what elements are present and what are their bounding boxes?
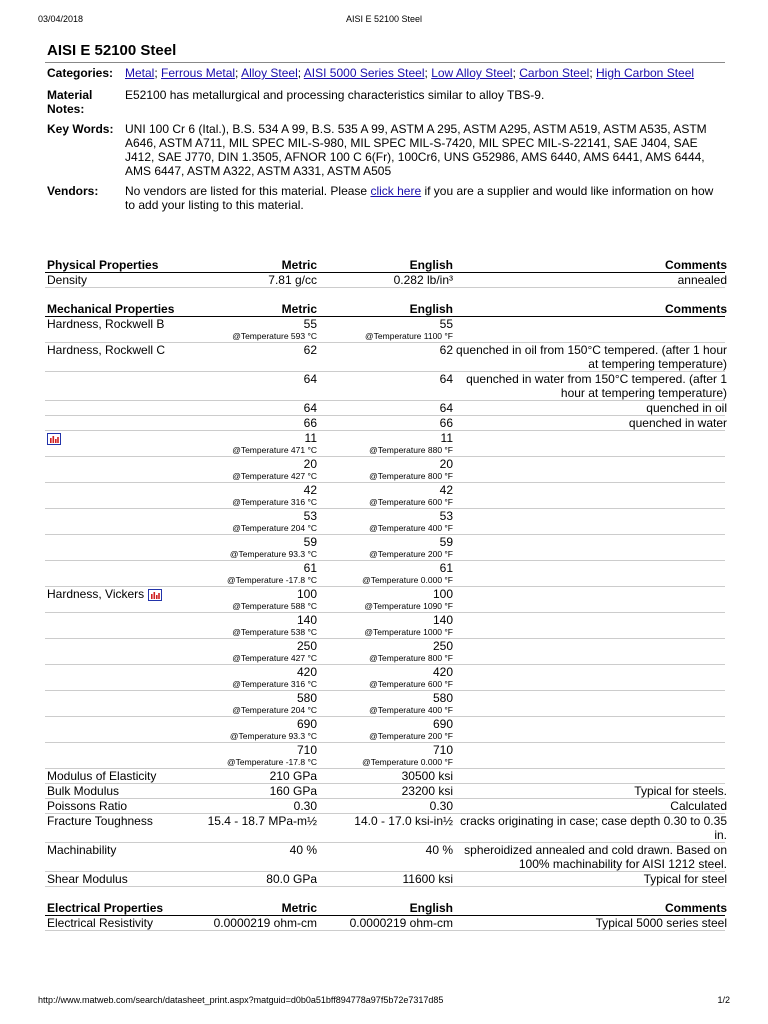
english-value: 62 (439, 343, 453, 357)
table-row (45, 784, 725, 799)
metric-value: 0.0000219 ohm-cm (213, 916, 317, 930)
comments-header: Comments (664, 258, 727, 272)
metric-cell (185, 717, 317, 742)
metric-cell (185, 639, 317, 664)
comment-cell (453, 509, 727, 534)
english-cell (317, 639, 453, 664)
comment-cell (453, 483, 727, 508)
metric-condition: @Temperature 538 °C (232, 627, 317, 637)
print-date: 03/04/2018 (38, 14, 84, 24)
english-value: 11600 ksi (402, 872, 453, 886)
notes-text: E52100 has metallurgical and processing characteristics similar to alloy TBS-9. (125, 88, 545, 102)
comment-cell: Calculated (670, 799, 727, 813)
metric-cell (185, 814, 317, 842)
comment-cell: spheroidized annealed and cold drawn. Based on 100% machinability for AISI 1212 steel. (464, 843, 727, 871)
footer-url: http://www.matweb.com/search/datasheet_print.aspx?matguid=d0b0a51bff894778a97f5b72e7317d85 (38, 995, 444, 1005)
material-info (47, 66, 727, 218)
metric-cell (185, 483, 317, 508)
english-cell (317, 535, 453, 560)
metric-value: 62 (303, 343, 317, 357)
metric-cell (185, 872, 317, 886)
comment-cell (453, 769, 727, 783)
comment-cell (453, 691, 727, 716)
property-name (45, 509, 185, 534)
metric-value: 160 GPa (269, 784, 317, 798)
categories-label: Categories: (47, 66, 114, 80)
property-name (45, 814, 185, 842)
table-row (45, 691, 725, 717)
metric-condition: @Temperature 316 °C (232, 679, 317, 689)
english-condition: @Temperature 600 °F (369, 679, 453, 689)
table-row (45, 483, 725, 509)
comment-cell (453, 639, 727, 664)
metric-value: 140 (296, 613, 317, 627)
english-value: 30500 ksi (401, 769, 453, 783)
metric-condition: @Temperature 471 °C (232, 445, 317, 455)
table-row (45, 743, 725, 769)
comment-cell (453, 535, 727, 560)
table-row (45, 561, 725, 587)
metric-value: 710 (296, 743, 317, 757)
table-row (45, 799, 725, 814)
english-condition: @Temperature 400 °F (369, 705, 453, 715)
property-name (45, 457, 185, 482)
english-value: 53 (439, 509, 453, 523)
comment-cell: quenched in water (628, 416, 727, 430)
english-cell (317, 431, 453, 456)
table-row (45, 457, 725, 483)
metric-value: 80.0 GPa (266, 872, 317, 886)
metric-value: 15.4 - 18.7 MPa-m½ (207, 814, 317, 828)
english-condition: @Temperature 1000 °F (364, 627, 453, 637)
metric-cell (185, 509, 317, 534)
metric-cell (185, 535, 317, 560)
table-row (45, 639, 725, 665)
vendors-label: Vendors: (47, 184, 99, 198)
comment-cell (453, 457, 727, 482)
property-label: Bulk Modulus (47, 784, 120, 798)
table-row (45, 872, 725, 887)
keywords-label: Key Words: (47, 122, 114, 136)
category-separator: ; (589, 66, 596, 80)
property-name (45, 691, 185, 716)
table-row (45, 273, 725, 288)
english-cell (317, 587, 453, 612)
english-header: English (409, 258, 453, 272)
table-row (45, 916, 725, 931)
comment-cell (453, 561, 727, 586)
property-label: Hardness, Rockwell C (47, 343, 166, 357)
english-value: 23200 ksi (401, 784, 453, 798)
english-condition: @Temperature 800 °F (369, 471, 453, 481)
metric-value: 59 (303, 535, 317, 549)
english-value: 710 (432, 743, 453, 757)
category-separator: ; (297, 66, 304, 80)
english-header: English (409, 302, 453, 316)
keywords-row (47, 122, 727, 178)
comment-cell (453, 717, 727, 742)
english-cell (317, 872, 453, 886)
table-row (45, 665, 725, 691)
property-label: Shear Modulus (47, 872, 128, 886)
property-name (45, 416, 185, 430)
metric-value: 64 (303, 401, 317, 415)
metric-condition: @Temperature 316 °C (232, 497, 317, 507)
english-header: English (409, 901, 453, 915)
table-row (45, 343, 725, 372)
property-name (45, 799, 185, 813)
english-cell (317, 814, 453, 842)
categories-list (125, 66, 723, 80)
metric-cell (185, 587, 317, 612)
category-link[interactable]: High Carbon Steel (595, 66, 695, 80)
english-cell (317, 743, 453, 768)
metric-condition: @Temperature 588 °C (232, 601, 317, 611)
comment-cell: quenched in oil from 150°C tempered. (after 1 hour at tempering temperature) (456, 343, 727, 371)
comment-cell: Typical 5000 series steel (595, 916, 727, 930)
property-name (45, 916, 185, 930)
english-value: 140 (432, 613, 453, 627)
comment-cell: quenched in water from 150°C tempered. (after 1 hour at tempering temperature) (466, 372, 727, 400)
property-label: Poissons Ratio (47, 799, 128, 813)
property-label: Hardness, Vickers (47, 587, 145, 601)
metric-header: Metric (281, 302, 317, 316)
metric-cell (185, 769, 317, 783)
property-name (45, 665, 185, 690)
english-cell (317, 769, 453, 783)
comments-header: Comments (664, 302, 727, 316)
english-cell (317, 343, 453, 371)
metric-cell (185, 343, 317, 371)
metric-cell (185, 843, 317, 871)
english-condition: @Temperature 1090 °F (364, 601, 453, 611)
property-name (45, 717, 185, 742)
metric-cell (185, 317, 317, 342)
vendors-text (125, 184, 723, 212)
metric-cell (185, 784, 317, 798)
property-name (45, 483, 185, 508)
metric-cell (185, 372, 317, 400)
metric-value: 20 (303, 457, 317, 471)
metric-value: 100 (296, 587, 317, 601)
english-value: 690 (432, 717, 453, 731)
property-name (45, 431, 185, 456)
comment-cell: Typical for steel (643, 872, 727, 886)
english-cell (317, 784, 453, 798)
table-row (45, 317, 725, 343)
property-name (45, 872, 185, 886)
property-name (45, 639, 185, 664)
english-cell (317, 457, 453, 482)
english-cell (317, 561, 453, 586)
table-row (45, 431, 725, 457)
section-title: Electrical Properties (47, 901, 164, 915)
property-name (45, 587, 185, 612)
chart-icon[interactable] (47, 433, 61, 445)
category-separator: ; (424, 66, 432, 80)
metric-value: 580 (296, 691, 317, 705)
table-row (45, 769, 725, 784)
english-value: 0.282 lb/in³ (393, 273, 453, 287)
metric-value: 420 (296, 665, 317, 679)
english-condition: @Temperature 0.000 °F (362, 757, 453, 767)
print-header (0, 14, 768, 28)
metric-condition: @Temperature -17.8 °C (227, 757, 317, 767)
metric-value: 250 (296, 639, 317, 653)
english-value: 59 (439, 535, 453, 549)
table-row (45, 416, 725, 431)
metric-cell (185, 457, 317, 482)
category-link[interactable]: Alloy Steel (241, 66, 298, 80)
metric-cell (185, 743, 317, 768)
metric-cell (185, 431, 317, 456)
properties-table (45, 256, 725, 931)
table-row (45, 814, 725, 843)
page-number: 1/2 (717, 995, 730, 1005)
english-value: 20 (439, 457, 453, 471)
property-name (45, 561, 185, 586)
english-condition: @Temperature 400 °F (369, 523, 453, 533)
metric-value: 66 (303, 416, 317, 430)
table-row (45, 401, 725, 416)
metric-value: 40 % (289, 843, 317, 857)
page-title: AISI E 52100 Steel (47, 42, 177, 59)
english-condition: @Temperature 880 °F (369, 445, 453, 455)
category-link[interactable]: Metal (125, 66, 155, 80)
metric-header: Metric (281, 901, 317, 915)
metric-value: 61 (303, 561, 317, 575)
table-row (45, 509, 725, 535)
keywords-text: UNI 100 Cr 6 (Ital.), B.S. 534 A 99, B.S. 535 A 99, ASTM A 295, ASTM A295, ASTM A519, ASTM A535, ASTM A646, ASTM A711, MIL SPEC MIL-S-980, MIL SPEC MIL-S-7420, MIL SPEC MIL-S-22141, SAE J404, SAE J412, SAE J770, DIN 1.3505, AFNOR 100 C 6(Fr), 100Cr6, UNS G52986, AMS 6440, AMS 6441, AMS 6444, AMS 6447, ASTM A322, ASTM A331, ASTM A505 (125, 122, 707, 178)
category-link[interactable]: AISI 5000 Series Steel (303, 66, 425, 80)
property-label: Hardness, Rockwell B (47, 317, 165, 331)
english-cell (317, 613, 453, 638)
english-cell (317, 372, 453, 400)
metric-cell (185, 561, 317, 586)
english-condition: @Temperature 800 °F (369, 653, 453, 663)
notes-label: Material Notes: (47, 88, 93, 116)
metric-value: 0.30 (293, 799, 317, 813)
english-value: 100 (432, 587, 453, 601)
english-condition: @Temperature 600 °F (369, 497, 453, 507)
english-cell (317, 416, 453, 430)
english-condition: @Temperature 200 °F (369, 731, 453, 741)
english-value: 250 (432, 639, 453, 653)
section-header (45, 258, 725, 273)
metric-value: 210 GPa (269, 769, 317, 783)
english-value: 61 (439, 561, 453, 575)
english-value: 11 (440, 431, 453, 445)
comment-cell: quenched in oil (646, 401, 727, 415)
category-separator: ; (235, 66, 242, 80)
metric-value: 53 (303, 509, 317, 523)
comment-cell: annealed (677, 273, 727, 287)
property-name (45, 843, 185, 871)
metric-cell (185, 691, 317, 716)
english-value: 42 (439, 483, 453, 497)
table-row (45, 843, 725, 872)
section-title: Physical Properties (47, 258, 159, 272)
metric-value: 55 (303, 317, 317, 331)
property-label: Density (47, 273, 88, 287)
property-name (45, 343, 185, 371)
metric-condition: @Temperature -17.8 °C (227, 575, 317, 585)
property-name (45, 784, 185, 798)
english-cell (317, 483, 453, 508)
property-name (45, 769, 185, 783)
comment-cell (453, 317, 727, 342)
property-name (45, 317, 185, 342)
english-cell (317, 273, 453, 287)
metric-cell (185, 916, 317, 930)
notes-row (47, 88, 727, 116)
metric-value: 7.81 g/cc (268, 273, 317, 287)
metric-condition: @Temperature 427 °C (232, 471, 317, 481)
section-header (45, 901, 725, 916)
english-cell (317, 717, 453, 742)
section-title: Mechanical Properties (47, 302, 175, 316)
metric-value: 42 (303, 483, 317, 497)
metric-cell (185, 273, 317, 287)
category-separator: ; (154, 66, 162, 80)
table-row (45, 717, 725, 743)
metric-condition: @Temperature 427 °C (232, 653, 317, 663)
english-value: 55 (439, 317, 453, 331)
english-cell (317, 799, 453, 813)
english-cell (317, 401, 453, 415)
comments-header: Comments (664, 901, 727, 915)
property-label: Electrical Resistivity (47, 916, 154, 930)
comment-cell (453, 743, 727, 768)
comment-cell (453, 587, 727, 612)
chart-icon[interactable] (148, 589, 162, 601)
metric-cell (185, 665, 317, 690)
categories-row (47, 66, 727, 80)
metric-condition: @Temperature 593 °C (232, 331, 317, 341)
english-cell (317, 691, 453, 716)
vendors-row (47, 184, 727, 212)
english-value: 40 % (425, 843, 453, 857)
category-link[interactable]: Carbon Steel (519, 66, 590, 80)
english-condition: @Temperature 1100 °F (365, 331, 453, 341)
property-name (45, 613, 185, 638)
vendors-text-pre: No vendors are listed for this material. Please (125, 184, 371, 198)
english-value: 64 (439, 372, 453, 386)
section-header (45, 302, 725, 317)
english-cell (317, 317, 453, 342)
category-link[interactable]: Low Alloy Steel (431, 66, 513, 80)
vendors-click-here-link[interactable]: click here (370, 184, 422, 198)
english-value: 66 (439, 416, 453, 430)
print-title: AISI E 52100 Steel (345, 14, 423, 24)
property-name (45, 401, 185, 415)
property-name (45, 535, 185, 560)
english-cell (317, 916, 453, 930)
table-row (45, 613, 725, 639)
english-cell (317, 665, 453, 690)
metric-cell (185, 401, 317, 415)
comment-cell (453, 431, 727, 456)
metric-condition: @Temperature 204 °C (232, 705, 317, 715)
comment-cell: cracks originating in case; case depth 0.30 to 0.35 in. (460, 814, 727, 842)
property-label: Fracture Toughness (47, 814, 153, 828)
english-value: 0.30 (429, 799, 453, 813)
property-label: Machinability (47, 843, 117, 857)
property-name (45, 743, 185, 768)
english-value: 0.0000219 ohm-cm (349, 916, 453, 930)
vendors-text-post: if you are a supplier and would like information on how to add your listing to this material. (125, 184, 714, 212)
metric-value: 11 (304, 431, 317, 445)
english-condition: @Temperature 0.000 °F (362, 575, 453, 585)
property-label: Modulus of Elasticity (47, 769, 157, 783)
category-link[interactable]: Ferrous Metal (161, 66, 236, 80)
english-cell (317, 509, 453, 534)
comment-cell (453, 613, 727, 638)
metric-value: 64 (303, 372, 317, 386)
metric-condition: @Temperature 204 °C (232, 523, 317, 533)
property-name (45, 372, 185, 400)
title-divider (45, 62, 725, 63)
property-name (45, 273, 185, 287)
english-condition: @Temperature 200 °F (369, 549, 453, 559)
metric-header: Metric (281, 258, 317, 272)
english-value: 64 (439, 401, 453, 415)
table-row (45, 587, 725, 613)
english-value: 580 (432, 691, 453, 705)
metric-cell (185, 416, 317, 430)
comment-cell (453, 665, 727, 690)
metric-cell (185, 799, 317, 813)
english-value: 420 (432, 665, 453, 679)
metric-cell (185, 613, 317, 638)
english-cell (317, 843, 453, 871)
comment-cell: Typical for steels. (634, 784, 727, 798)
table-row (45, 535, 725, 561)
metric-condition: @Temperature 93.3 °C (229, 731, 317, 741)
category-separator: ; (512, 66, 520, 80)
table-row (45, 372, 725, 401)
metric-condition: @Temperature 93.3 °C (229, 549, 317, 559)
metric-value: 690 (296, 717, 317, 731)
english-value: 14.0 - 17.0 ksi-in½ (354, 814, 453, 828)
